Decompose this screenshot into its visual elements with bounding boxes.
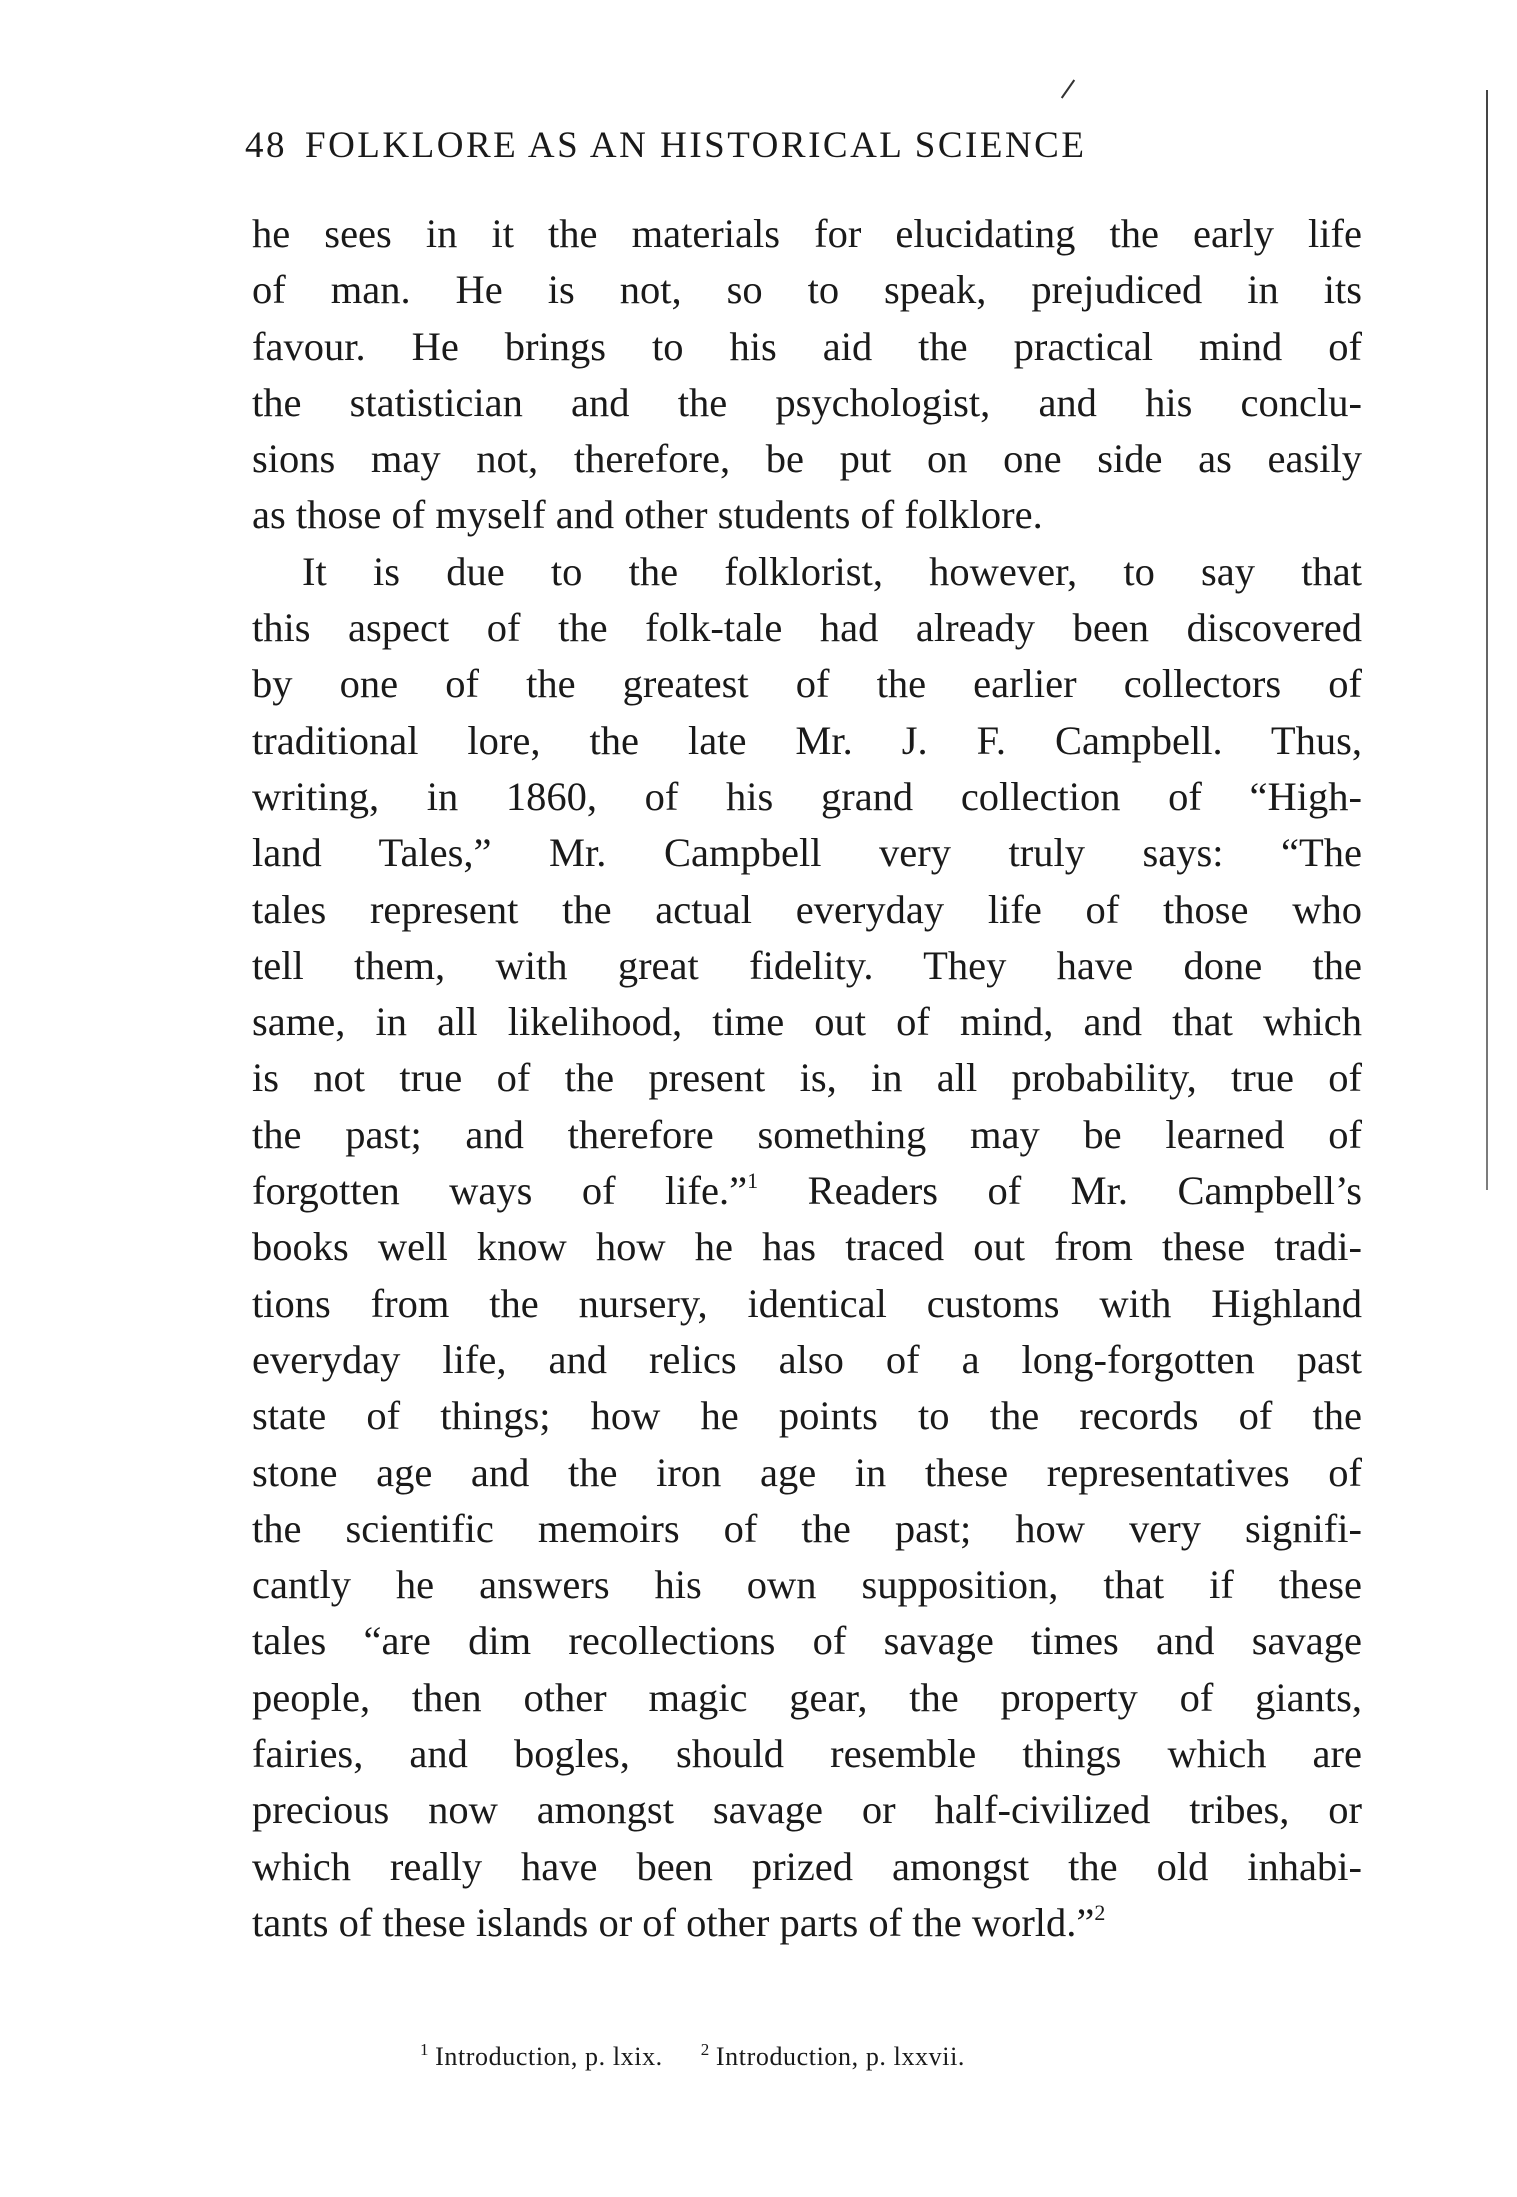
text-line [252, 1557, 1362, 1613]
footnote-ref: 2 [1094, 1899, 1106, 1925]
text-line [252, 994, 1362, 1050]
text-line [252, 1388, 1362, 1444]
footnote-marker: 1 [420, 2040, 430, 2059]
text-line [252, 1782, 1362, 1838]
line-text: forgotten ways of life.” [252, 1168, 748, 1214]
text-line [252, 431, 1362, 487]
text-line [252, 769, 1362, 825]
line-text: tions from the nursery, identical customs with Highland [252, 1280, 1362, 1326]
paragraph [252, 544, 1362, 1951]
text-line [252, 1613, 1362, 1669]
text-line [252, 825, 1362, 881]
paragraph [252, 206, 1362, 544]
text-line [252, 938, 1362, 994]
footnote [701, 2042, 965, 2071]
line-text: of man. He is not, so to speak, prejudiced in its [252, 267, 1362, 313]
line-text: the scientific memoirs of the past; how very signifi- [252, 1505, 1362, 1551]
line-text: same, in all likelihood, time out of mind, and that which [252, 999, 1362, 1045]
line-text: cantly he answers his own supposition, that if these [252, 1562, 1362, 1608]
line-text: stone age and the iron age in these representatives of [252, 1449, 1362, 1495]
line-text: books well know how he has traced out from these tradi- [252, 1224, 1362, 1270]
line-text: people, then other magic gear, the property of giants, [252, 1674, 1362, 1720]
text-line [252, 262, 1362, 318]
text-line [252, 1332, 1362, 1388]
footnote [420, 2042, 663, 2071]
text-line [252, 713, 1362, 769]
line-text: traditional lore, the late Mr. J. F. Campbell. Thus, [252, 717, 1362, 763]
line-text: tales represent the actual everyday life of those who [252, 886, 1362, 932]
text-line [252, 319, 1362, 375]
text-line [252, 544, 1362, 600]
line-text: state of things; how he points to the records of the [252, 1393, 1362, 1439]
line-text: sions may not, therefore, be put on one side as easily [252, 436, 1362, 482]
line-text: fairies, and bogles, should resemble things which are [252, 1731, 1362, 1777]
text-line [252, 1726, 1362, 1782]
text-line [252, 1445, 1362, 1501]
footnote-text: Introduction, p. lxxvii. [715, 2042, 966, 2071]
text-line [252, 882, 1362, 938]
line-text: tants of these islands or of other parts of the world.” [252, 1899, 1095, 1945]
text-line [252, 1107, 1362, 1163]
line-text: as those of myself and other students of folklore. [252, 492, 1043, 538]
text-line [252, 600, 1362, 656]
line-text: precious now amongst savage or half-civilized tribes, or [252, 1787, 1362, 1833]
running-head [245, 124, 1275, 167]
line-text: this aspect of the folk-tale had already been discovered [252, 605, 1362, 651]
body-text [252, 206, 1362, 1951]
line-text: writing, in 1860, of his grand collection of “High- [252, 773, 1362, 819]
text-line [252, 1501, 1362, 1557]
line-text: It is due to the folklorist, however, to say that [302, 548, 1362, 594]
text-line [252, 656, 1362, 712]
text-line [252, 1276, 1362, 1332]
footnotes [420, 2042, 965, 2072]
text-line [252, 375, 1362, 431]
page-number: 48 [245, 125, 287, 166]
text-line [252, 1839, 1362, 1895]
text-line [252, 1163, 1362, 1219]
footnote-ref: 1 [747, 1168, 759, 1194]
line-text: everyday life, and relics also of a long-forgotten past [252, 1336, 1362, 1382]
line-text: which really have been prized amongst the old inhabi- [252, 1843, 1362, 1889]
margin-rule [1486, 90, 1488, 1190]
line-text: by one of the greatest of the earlier collectors of [252, 661, 1362, 707]
footnote-text: Introduction, p. lxix. [435, 2042, 663, 2071]
text-line [252, 1050, 1362, 1106]
footnote-marker: 2 [700, 2040, 710, 2059]
text-line [252, 487, 1362, 543]
line-text-continued: Readers of Mr. Campbell’s [758, 1168, 1362, 1214]
text-line [252, 1895, 1362, 1951]
line-text: the past; and therefore something may be learned of [252, 1111, 1362, 1157]
pencil-mark [1061, 79, 1075, 98]
running-title: FOLKLORE AS AN HISTORICAL SCIENCE [305, 125, 1087, 166]
line-text: he sees in it the materials for elucidating the early life [252, 211, 1362, 256]
line-text: the statistician and the psychologist, and his conclu- [252, 379, 1362, 425]
text-line [252, 1670, 1362, 1726]
line-text: land Tales,” Mr. Campbell very truly says: “The [252, 830, 1362, 876]
text-line [252, 206, 1362, 262]
line-text: favour. He brings to his aid the practical mind of [252, 323, 1362, 369]
line-text: is not true of the present is, in all probability, true of [252, 1055, 1362, 1101]
line-text: tales “are dim recollections of savage times and savage [252, 1618, 1362, 1664]
line-text: tell them, with great fidelity. They have done the [252, 942, 1362, 988]
text-line [252, 1219, 1362, 1275]
